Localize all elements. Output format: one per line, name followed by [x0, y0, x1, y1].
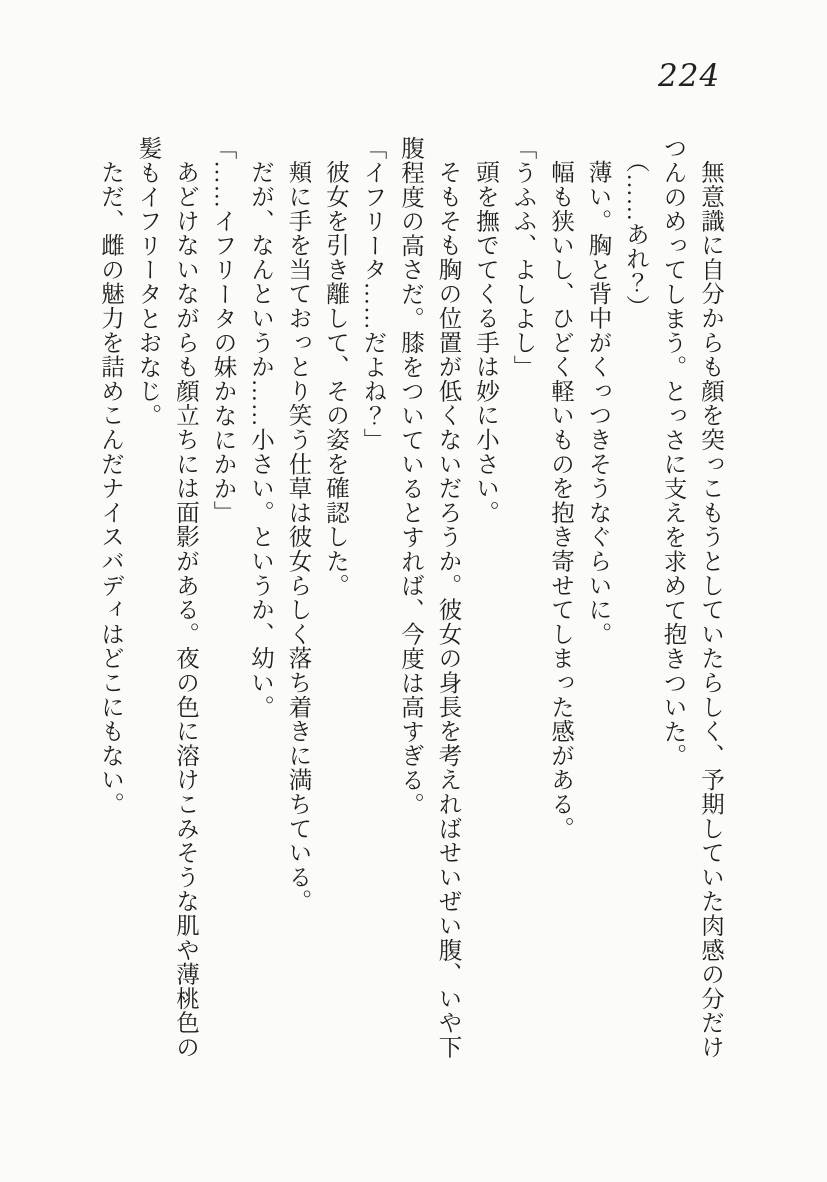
- paragraph: 「……イフリータの妹かなにかか」: [209, 136, 236, 525]
- paragraph: 彼女を引き離して、その姿を確認した。: [322, 159, 348, 597]
- text-block: [91, 136, 729, 1062]
- paragraph: 「うふふ、よしよし」: [509, 136, 536, 379]
- paragraph: だが、なんというか……小さい。というか、幼い。: [247, 159, 273, 719]
- paragraph: 無意識に自分からも顔を突っこもうとしていたらしく、予期していた肉感の分だけつんのめってしまう。とっさに支えを求めて抱きついた。: [659, 136, 723, 1059]
- paragraph: ただ、雌の魅力を詰めこんだナイスバディはどこにもない。: [97, 159, 123, 816]
- paragraph: あどけないながらも顔立ちには面影がある。夜の色に溶けこみそうな肌や薄桃色の髪もイフリータとおなじ。: [134, 136, 198, 1059]
- paragraph: そもそも胸の位置が低くないだろうか。彼女の身長を考えればせいぜい腹、いや下腹程度の高さだ。膝をついているとすれば、今度は高すぎる。: [397, 136, 461, 1059]
- page-number: 224: [658, 58, 721, 94]
- paragraph: 「イフリータ……だよね？」: [359, 136, 386, 452]
- paragraph: 頬に手を当ておっとり笑う仕草は彼女らしく落ち着きに満ちている。: [284, 159, 311, 913]
- paragraph: （……あれ？）: [622, 148, 648, 320]
- paragraph: 幅も狭いし、ひどく軽いものを抱き寄せてしまった感がある。: [547, 159, 573, 840]
- paragraph: 頭を撫でてくる手は妙に小さい。: [472, 159, 498, 524]
- paragraph: 薄い。胸と背中がくっつきそうなぐらいに。: [584, 159, 611, 646]
